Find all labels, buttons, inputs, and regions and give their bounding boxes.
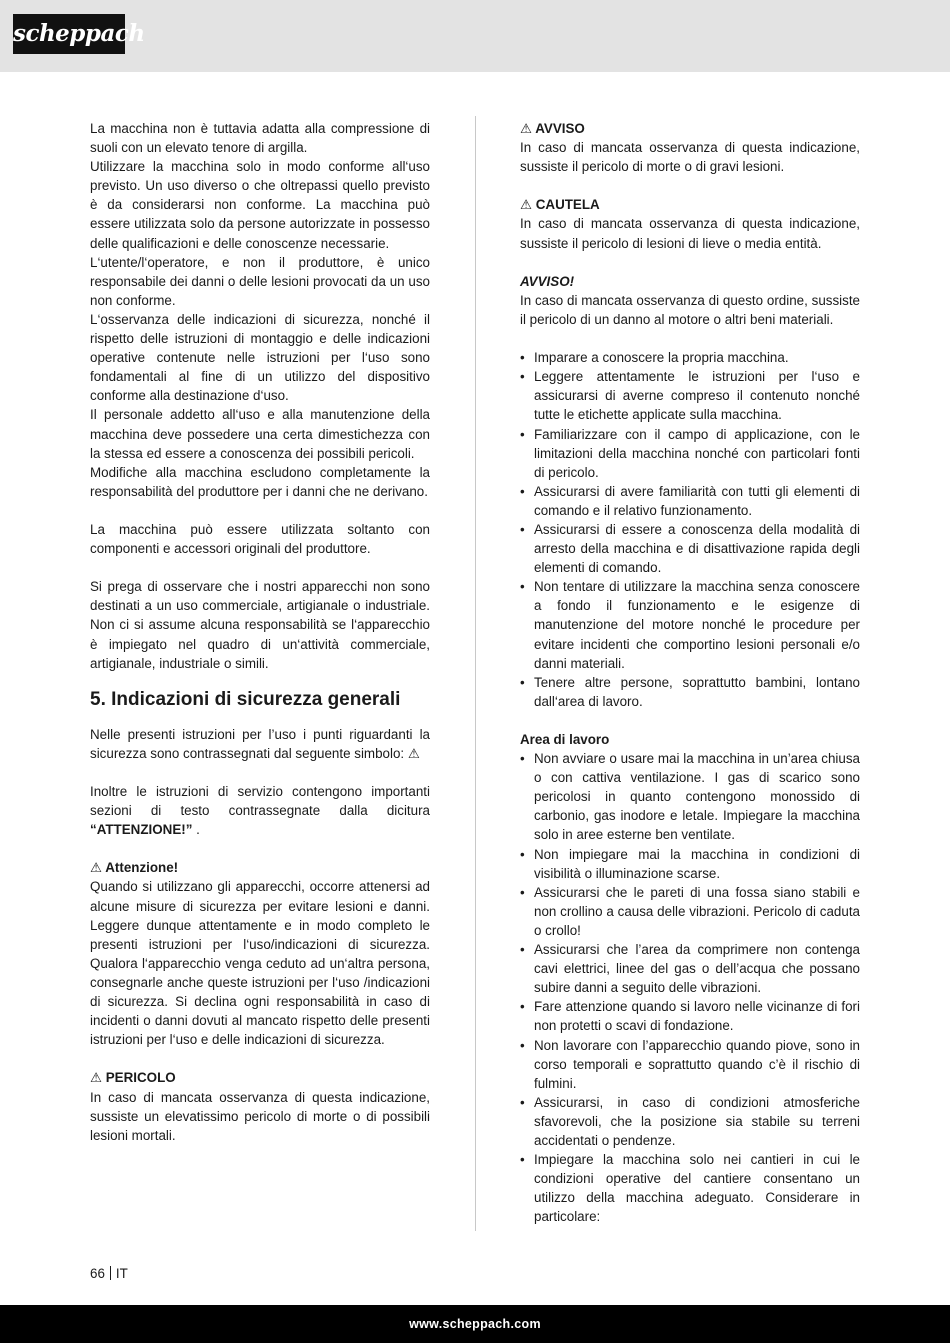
paragraph: Utilizzare la macchina solo in modo conforme all‘uso previsto. Un uso diverso o che oltrepassi quello previsto è da considerarsi non conforme. La macchina può essere utilizzata solo da persone autorizzate in possesso delle qualificazioni e delle conoscenze necessarie. [90, 159, 430, 251]
caution-label: CAUTELA [532, 197, 600, 213]
paragraph: La macchina può essere utilizzata soltanto con componenti e accessori originali del produttore. [90, 521, 430, 557]
separator [110, 1266, 111, 1280]
paragraph-text: Inoltre le istruzioni di servizio contengono importanti sezioni di testo contrassegnate dalla dicitura [90, 784, 430, 819]
list-item: • Assicurarsi di avere familiarità con tutti gli elementi di comando e il relativo funzionamento. [520, 482, 860, 520]
paragraph: L‘osservanza delle indicazioni di sicurezza, nonché il rispetto delle istruzioni di montaggio e delle indicazioni operative contenute nelle istruzioni per l‘uso sono fondamentali al fine di un utilizzo del dispositivo conforme alla destinazione d‘uso. [90, 311, 430, 404]
paragraph: In caso di mancata osservanza di questa indicazione, sussiste il pericolo di lesioni di lieve o media entità. [520, 216, 860, 251]
page-number-value: 66 [90, 1266, 105, 1281]
footer-bar [0, 1305, 950, 1343]
section-title: 5. Indicazioni di sicurezza generali [90, 688, 401, 710]
warning-triangle-icon: ⚠ [520, 121, 533, 136]
bullet-list [520, 348, 860, 711]
warning-triangle-icon: ⚠ [90, 860, 103, 876]
list-item: • Impiegare la macchina solo nei cantieri in cui le condizioni operative del cantiere consentano un utilizzo della macchina adeguato. Considerare in particolare: [520, 1150, 860, 1226]
list-item: • Assicurarsi, in caso di condizioni atmosferiche sfavorevoli, che la posizione sia stabile su terreni accidentati o pendenze. [520, 1093, 860, 1150]
list-item: • Non avviare o usare mai la macchina in un’area chiusa o con cattiva ventilazione. I gas di scarico sono pericolosi in quanto contengono monossido di carbonio, gas inodore e letale. Impiegare la macchina solo in aree esterne ben ventilate. [520, 749, 860, 844]
language-code: IT [115, 1266, 128, 1281]
paragraph-text: . [192, 822, 200, 838]
list-item: • Non lavorare con l’apparecchio quando piove, sono in corso temporali e soprattutto quando c’è il rischio di fulmini. [520, 1036, 860, 1093]
list-item: • Imparare a conoscere la propria macchina. [520, 348, 860, 367]
attention-keyword: “ATTENZIONE!” [90, 822, 193, 838]
warning-label: AVVISO [532, 121, 585, 136]
left-column [90, 119, 430, 1145]
paragraph: In caso di mancata osservanza di questa indicazione, sussiste il pericolo di morte o di gravi lesioni. [520, 140, 860, 175]
list-item: • Non tentare di utilizzare la macchina senza conoscere a fondo il funzionamento e le esigenze di manutenzione del motore nonché le procedure per evitare incidenti che comportino lesioni personali e/o danni materiali. [520, 577, 860, 672]
paragraph: Il personale addetto all‘uso e alla manutenzione della macchina deve possedere una certa dimestichezza con la stessa ed essere a conoscenza dei possibili pericoli. [90, 407, 430, 461]
danger-heading [90, 1068, 430, 1087]
warning-triangle-icon: ⚠ [90, 1070, 103, 1086]
subheading-work-area: Area di lavoro [520, 732, 610, 747]
warning-triangle-icon: ⚠ [520, 197, 533, 213]
attention-heading [90, 858, 430, 877]
paragraph: Si prega di osservare che i nostri apparecchi non sono destinati a un uso commerciale, artigianale o industriale. Non ci si assume alcuna responsabilità se l‘apparecchio è impiegato nel quadro di un‘attività commerciale, artigianale, industriale o simili. [90, 579, 430, 671]
list-item: • Fare attenzione quando si lavoro nelle vicinanze di fori non protetti o scavi di fondazione. [520, 997, 860, 1035]
caution-heading [520, 195, 860, 214]
attention-label: Attenzione! [102, 860, 179, 876]
paragraph [90, 782, 430, 839]
paragraph: Nelle presenti istruzioni per l’uso i punti riguardanti la sicurezza sono contrassegnati dal seguente simbolo: ⚠ [90, 726, 430, 761]
list-item: • Assicurarsi che l’area da comprimere non contenga cavi elettrici, linee del gas o dell’acqua che possano subire danni a seguito delle vibrazioni. [520, 940, 860, 997]
notice-heading: AVVISO! [520, 273, 575, 289]
paragraph: La macchina non è tuttavia adatta alla compressione di suoli con un elevato tenore di argilla. [90, 121, 430, 156]
list-item: • Familiarizzare con il campo di applicazione, con le limitazioni della macchina nonché con particolari fonti di pericolo. [520, 425, 860, 482]
page-number [90, 1266, 128, 1282]
paragraph: Quando si utilizzano gli apparecchi, occorre attenersi ad alcune misure di sicurezza per evitare lesioni e danni. Leggere dunque attentamente e in modo completo le presenti istruzioni per l‘uso/indicazioni di sicurezza. Qualora l‘apparecchio venga ceduto ad un‘altra persona, consegnarle anche queste istruzioni per l‘uso /indicazioni di sicurezza. Si declina ogni responsabilità in caso di incidenti o danni dovuti al mancato rispetto delle presenti istruzioni per l‘uso e delle indicazioni di sicurezza. [90, 879, 430, 1048]
warning-heading [520, 119, 860, 138]
bullet-list [520, 749, 860, 1226]
paragraph: In caso di mancata osservanza di questo ordine, sussiste il pericolo di un danno al motore o altri beni materiali. [520, 292, 860, 327]
list-item: • Leggere attentamente le istruzioni per l‘uso e assicurarsi di averne compreso il contenuto nonché tutte le etichette applicate sulla macchina. [520, 367, 860, 424]
website-link[interactable]: www.scheppach.com [409, 1317, 541, 1331]
paragraph: Modifiche alla macchina escludono completamente la responsabilità del produttore per i danni che ne derivano. [90, 464, 430, 499]
header-bar [0, 0, 950, 72]
list-item: • Assicurarsi di essere a conoscenza della modalità di arresto della macchina e di disattivazione rapida degli elementi di comando. [520, 520, 860, 577]
paragraph: In caso di mancata osservanza di questa indicazione, sussiste un elevatissimo pericolo di morte o di possibili lesioni mortali. [90, 1089, 430, 1143]
list-item: • Non impiegare mai la macchina in condizioni di visibilità o illuminazione scarse. [520, 845, 860, 883]
right-column [520, 119, 860, 1226]
list-item: • Assicurarsi che le pareti di una fossa siano stabili e non crollino a causa delle vibrazioni. Pericolo di caduta o crollo! [520, 883, 860, 940]
column-divider [475, 116, 476, 1231]
paragraph: L‘utente/l‘operatore, e non il produttore, è unico responsabile dei danni o delle lesioni provocati da un uso non conforme. [90, 254, 430, 308]
list-item: • Tenere altre persone, soprattutto bambini, lontano dall‘area di lavoro. [520, 673, 860, 711]
brand-logo: scheppach [13, 14, 125, 54]
danger-label: PERICOLO [102, 1070, 176, 1086]
